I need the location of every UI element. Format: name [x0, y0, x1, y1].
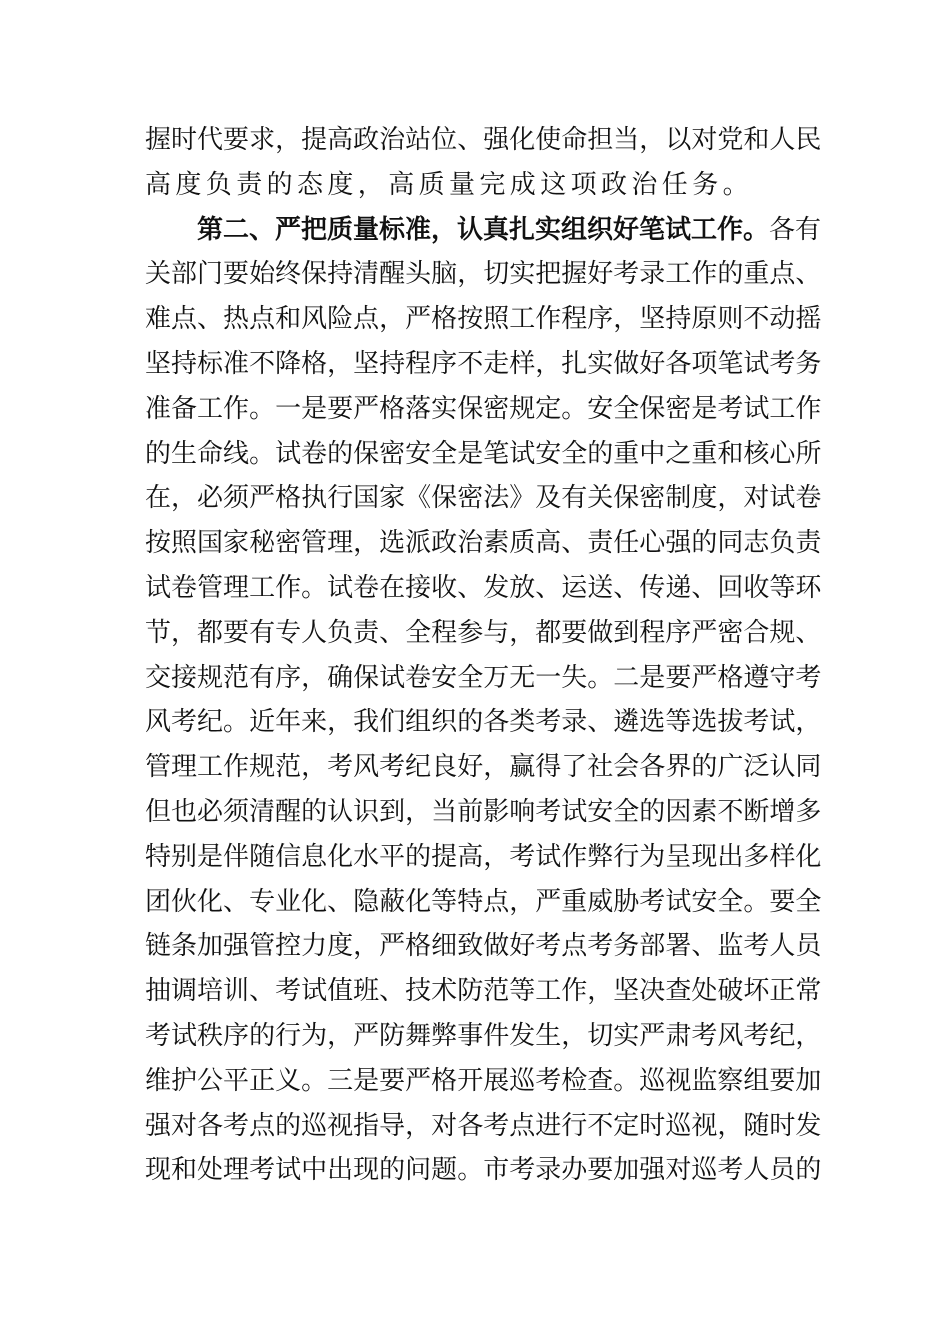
paragraph-2-line: 强 对 各 考 点 的 巡 视 指 导 ， 对 各 考 点 进 行 不 定 时 巡 视 ， 随 时 发	[145, 1110, 822, 1141]
paragraph-2-line: 准 备 工 作 。 一 是 要 严 格 落 实 保 密 规 定 。 安 全 保 密 是 考 试 工 作	[145, 393, 822, 424]
paragraph-1-line: 握 时 代 要 求 ， 提 高 政 治 站 位 、 强 化 使 命 担 当 ， 以 对 党 和 人 民	[145, 125, 822, 155]
paragraph-2-line: 关 部 门 要 始 终 保 持 清 醒 头 脑 ， 切 实 把 握 好 考 录 工 作 的 重 点 、	[145, 259, 822, 290]
paragraph-2-first-line	[145, 208, 822, 253]
paragraph-2-line: 的 生 命 线 。 试 卷 的 保 密 安 全 是 笔 试 安 全 的 重 中 之 重 和 核 心 所	[145, 438, 822, 469]
paragraph-2-first-line-rest: 各有	[769, 214, 822, 245]
paragraph-2-line: 难 点 、 热 点 和 风 险 点 ， 严 格 按 照 工 作 程 序 ， 坚 持 原 则 不 动 摇	[145, 304, 822, 335]
paragraph-2-line: 考 试 秩 序 的 行 为 ， 严 防 舞 弊 事 件 发 生 ， 切 实 严 肃 考 风 考 纪 ，	[145, 1020, 822, 1051]
paragraph-2-line: 现 和 处 理 考 试 中 出 现 的 问 题 。 市 考 录 办 要 加 强 对 巡 考 人 员 的	[145, 1155, 822, 1186]
paragraph-2-line: 维 护 公 平 正 义 。 三 是 要 严 格 开 展 巡 考 检 查 。 巡 视 监 察 组 要 加	[145, 1065, 822, 1096]
paragraph-2-line: 节 ， 都 要 有 专 人 负 责 、 全 程 参 与 ， 都 要 做 到 程 序 严 密 合 规 、	[145, 617, 822, 648]
paragraph-2-line: 坚 持 标 准 不 降 格 ， 坚 持 程 序 不 走 样 ， 扎 实 做 好 各 项 笔 试 考 务	[145, 348, 822, 379]
document-body	[145, 118, 822, 1193]
paragraph-2-line: 试 卷 管 理 工 作 。 试 卷 在 接 收 、 发 放 、 运 送 、 传 递 、 回 收 等 环	[145, 572, 822, 603]
paragraph-1-line: 高度负责的态度，高质量完成这项政治任务。	[145, 169, 754, 200]
paragraph-2-line: 团 伙 化 、 专 业 化 、 隐 蔽 化 等 特 点 ， 严 重 威 胁 考 试 安 全 。 要 全	[145, 886, 822, 917]
section-heading: 第二、严把质量标准，认真扎实组织好笔试工作。	[197, 214, 770, 245]
paragraph-2-line: 但 也 必 须 清 醒 的 认 识 到 ， 当 前 影 响 考 试 安 全 的 因 素 不 断 增 多	[145, 796, 822, 827]
paragraph-2-line: 抽 调 培 训 、 考 试 值 班 、 技 术 防 范 等 工 作 ， 坚 决 查 处 破 坏 正 常	[145, 976, 822, 1007]
paragraph-2-line: 风 考 纪 。 近 年 来 ， 我 们 组 织 的 各 类 考 录 、 遴 选 等 选 拔 考 试 ，	[145, 707, 822, 738]
paragraph-2-line: 管 理 工 作 规 范 ， 考 风 考 纪 良 好 ， 赢 得 了 社 会 各 界 的 广 泛 认 同	[145, 752, 822, 783]
paragraph-2-line: 交 接 规 范 有 序 ， 确 保 试 卷 安 全 万 无 一 失 。 二 是 要 严 格 遵 守 考	[145, 662, 822, 693]
paragraph-2-line: 特 别 是 伴 随 信 息 化 水 平 的 提 高 ， 考 试 作 弊 行 为 呈 现 出 多 样 化	[145, 841, 822, 872]
paragraph-2	[145, 252, 822, 1193]
paragraph-2-line: 链 条 加 强 管 控 力 度 ， 严 格 细 致 做 好 考 点 考 务 部 署 、 监 考 人 员	[145, 931, 822, 962]
paragraph-2-line: 按 照 国 家 秘 密 管 理 ， 选 派 政 治 素 质 高 、 责 任 心 强 的 同 志 负 责	[145, 528, 822, 559]
paragraph-2-line: 在 ， 必 须 严 格 执 行 国 家 《 保 密 法 》 及 有 关 保 密 制 度 ， 对 试 卷	[145, 483, 822, 514]
